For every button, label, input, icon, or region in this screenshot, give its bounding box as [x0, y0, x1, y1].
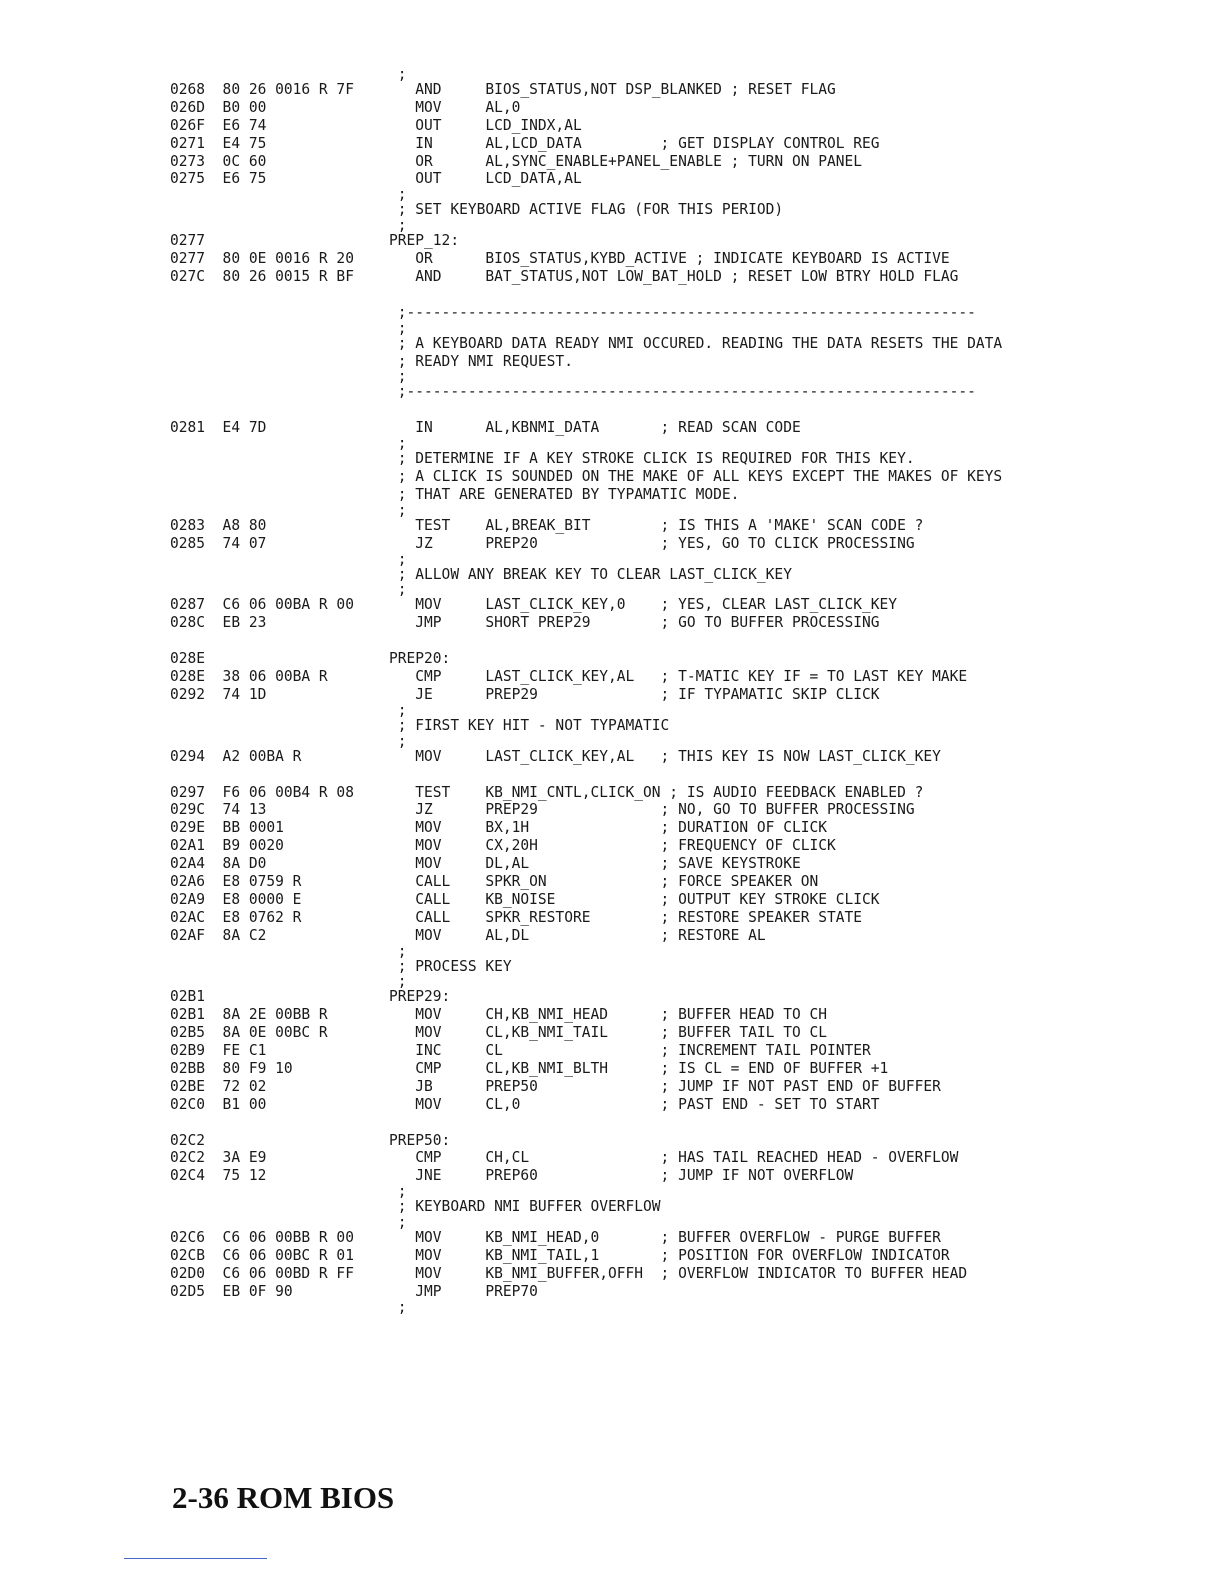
code-line: 02D0 C6 06 00BD R FF MOV KB_NMI_BUFFER,OFFH ; OVERFLOW INDICATOR TO BUFFER HEAD: [170, 1263, 968, 1282]
code-line: ; FIRST KEY HIT - NOT TYPAMATIC: [170, 715, 670, 734]
code-line: 02B1 8A 2E 00BB R MOV CH,KB_NMI_HEAD ; BUFFER HEAD TO CH: [170, 1005, 827, 1024]
code-line: 0294 A2 00BA R MOV LAST_CLICK_KEY,AL ; THIS KEY IS NOW LAST_CLICK_KEY: [170, 746, 941, 765]
code-line: 0273 0C 60 OR AL,SYNC_ENABLE+PANEL_ENABLE ; TURN ON PANEL: [170, 151, 863, 170]
code-line: 0271 E4 75 IN AL,LCD_DATA ; GET DISPLAY CONTROL REG: [170, 133, 880, 152]
code-line: ; A CLICK IS SOUNDED ON THE MAKE OF ALL KEYS EXCEPT THE MAKES OF KEYS: [170, 467, 1003, 486]
comment-separator-line: ;: [170, 700, 407, 719]
code-line: 02B9 FE C1 INC CL ; INCREMENT TAIL POINTER: [170, 1041, 871, 1060]
code-line: [170, 632, 1169, 650]
code-line: 0268 80 26 0016 R 7F AND BIOS_STATUS,NOT DSP_BLANKED ; RESET FLAG: [170, 80, 836, 98]
code-line: [170, 286, 1169, 304]
comment-separator-line: ;: [170, 1213, 407, 1232]
code-line: 026D B0 00 MOV AL,0: [170, 97, 521, 116]
code-line: 02C0 B1 00 MOV CL,0 ; PAST END - SET TO START: [170, 1094, 880, 1113]
comment-separator-line: ;: [170, 731, 407, 750]
code-line: ; ALLOW ANY BREAK KEY TO CLEAR LAST_CLICK_KEY: [170, 564, 792, 583]
code-line: 0292 74 1D JE PREP29 ; IF TYPAMATIC SKIP CLICK: [170, 684, 880, 703]
code-line: 0277 80 0E 0016 R 20 OR BIOS_STATUS,KYBD_ACTIVE ; INDICATE KEYBOARD IS ACTIVE: [170, 249, 950, 268]
code-line: 0287 C6 06 00BA R 00 MOV LAST_CLICK_KEY,0 ; YES, CLEAR LAST_CLICK_KEY: [170, 595, 898, 614]
code-line: ; READY NMI REQUEST.: [170, 351, 573, 370]
code-line: 029C 74 13 JZ PREP29 ; NO, GO TO BUFFER PROCESSING: [170, 800, 915, 819]
comment-separator-line: ;: [170, 1182, 407, 1201]
code-line: 02A4 8A D0 MOV DL,AL ; SAVE KEYSTROKE: [170, 854, 801, 873]
code-line: 02AC E8 0762 R CALL SPKR_RESTORE ; RESTORE SPEAKER STATE: [170, 907, 863, 926]
code-line: 02C2 3A E9 CMP CH,CL ; HAS TAIL REACHED HEAD - OVERFLOW: [170, 1148, 959, 1167]
code-line: ;-----------------------------------------------------------------: [170, 382, 976, 401]
code-line: ; KEYBOARD NMI BUFFER OVERFLOW: [170, 1197, 661, 1216]
code-line: 0281 E4 7D IN AL,KBNMI_DATA ; READ SCAN CODE: [170, 418, 801, 437]
code-line: ; DETERMINE IF A KEY STROKE CLICK IS REQUIRED FOR THIS KEY.: [170, 449, 915, 468]
comment-separator-line: ;: [170, 972, 407, 991]
code-line: 02BE 72 02 JB PREP50 ; JUMP IF NOT PAST END OF BUFFER: [170, 1076, 941, 1095]
code-line: [170, 1114, 1169, 1132]
code-line: 02C2 PREP50:: [170, 1130, 451, 1149]
comment-separator-line: ;: [170, 500, 407, 519]
code-line: 028E PREP20:: [170, 649, 451, 668]
code-line: [170, 401, 1169, 419]
code-line: [170, 766, 1169, 784]
code-line: 0275 E6 75 OUT LCD_DATA,AL: [170, 169, 582, 188]
assembly-listing: [170, 65, 1169, 1316]
code-line: ; SET KEYBOARD ACTIVE FLAG (FOR THIS PERIOD): [170, 200, 784, 219]
page-footer: 2-36 ROM BIOS: [172, 1480, 395, 1515]
code-line: 0297 F6 06 00B4 R 08 TEST KB_NMI_CNTL,CLICK_ON ; IS AUDIO FEEDBACK ENABLED ?: [170, 782, 924, 801]
code-line: 02AF 8A C2 MOV AL,DL ; RESTORE AL: [170, 925, 766, 944]
comment-separator-line: ;: [170, 318, 407, 337]
code-line: 026F E6 74 OUT LCD_INDX,AL: [170, 115, 582, 134]
footer-rule: [124, 1558, 267, 1559]
comment-separator-line: ;: [170, 367, 407, 386]
comment-separator-line: ;: [170, 580, 407, 599]
comment-separator-line: ;: [170, 216, 407, 235]
code-line: 0283 A8 80 TEST AL,BREAK_BIT ; IS THIS A 'MAKE' SCAN CODE ?: [170, 515, 924, 534]
comment-separator-line: ;: [170, 65, 407, 83]
code-line: ; A KEYBOARD DATA READY NMI OCCURED. READING THE DATA RESETS THE DATA: [170, 333, 1003, 352]
comment-separator-line: ;: [170, 1297, 407, 1316]
code-line: 02A6 E8 0759 R CALL SPKR_ON ; FORCE SPEAKER ON: [170, 871, 819, 890]
comment-separator-line: ;: [170, 549, 407, 568]
code-line: 02A9 E8 0000 E CALL KB_NOISE ; OUTPUT KEY STROKE CLICK: [170, 889, 880, 908]
code-line: 028C EB 23 JMP SHORT PREP29 ; GO TO BUFFER PROCESSING: [170, 613, 880, 632]
code-line: ; THAT ARE GENERATED BY TYPAMATIC MODE.: [170, 484, 740, 503]
code-line: 0277 PREP_12:: [170, 231, 460, 250]
comment-separator-line: ;: [170, 434, 407, 453]
code-line: ;-----------------------------------------------------------------: [170, 302, 976, 321]
code-line: 02C4 75 12 JNE PREP60 ; JUMP IF NOT OVERFLOW: [170, 1166, 854, 1185]
code-line: 027C 80 26 0015 R BF AND BAT_STATUS,NOT LOW_BAT_HOLD ; RESET LOW BTRY HOLD FLAG: [170, 267, 959, 286]
code-line: 02B5 8A 0E 00BC R MOV CL,KB_NMI_TAIL ; BUFFER TAIL TO CL: [170, 1023, 827, 1042]
comment-separator-line: ;: [170, 185, 407, 204]
code-line: 02BB 80 F9 10 CMP CL,KB_NMI_BLTH ; IS CL = END OF BUFFER +1: [170, 1058, 889, 1077]
code-line: 029E BB 0001 MOV BX,1H ; DURATION OF CLICK: [170, 818, 827, 837]
code-line: 0285 74 07 JZ PREP20 ; YES, GO TO CLICK PROCESSING: [170, 533, 915, 552]
code-line: 02B1 PREP29:: [170, 987, 451, 1006]
comment-separator-line: ;: [170, 941, 407, 960]
code-line: ; PROCESS KEY: [170, 956, 512, 975]
code-line: 02A1 B9 0020 MOV CX,20H ; FREQUENCY OF CLICK: [170, 836, 836, 855]
code-line: 02D5 EB 0F 90 JMP PREP70: [170, 1281, 538, 1300]
code-line: 02CB C6 06 00BC R 01 MOV KB_NMI_TAIL,1 ; POSITION FOR OVERFLOW INDICATOR: [170, 1245, 950, 1264]
code-line: 028E 38 06 00BA R CMP LAST_CLICK_KEY,AL ; T-MATIC KEY IF = TO LAST KEY MAKE: [170, 667, 968, 686]
code-line: 02C6 C6 06 00BB R 00 MOV KB_NMI_HEAD,0 ; BUFFER OVERFLOW - PURGE BUFFER: [170, 1228, 941, 1247]
